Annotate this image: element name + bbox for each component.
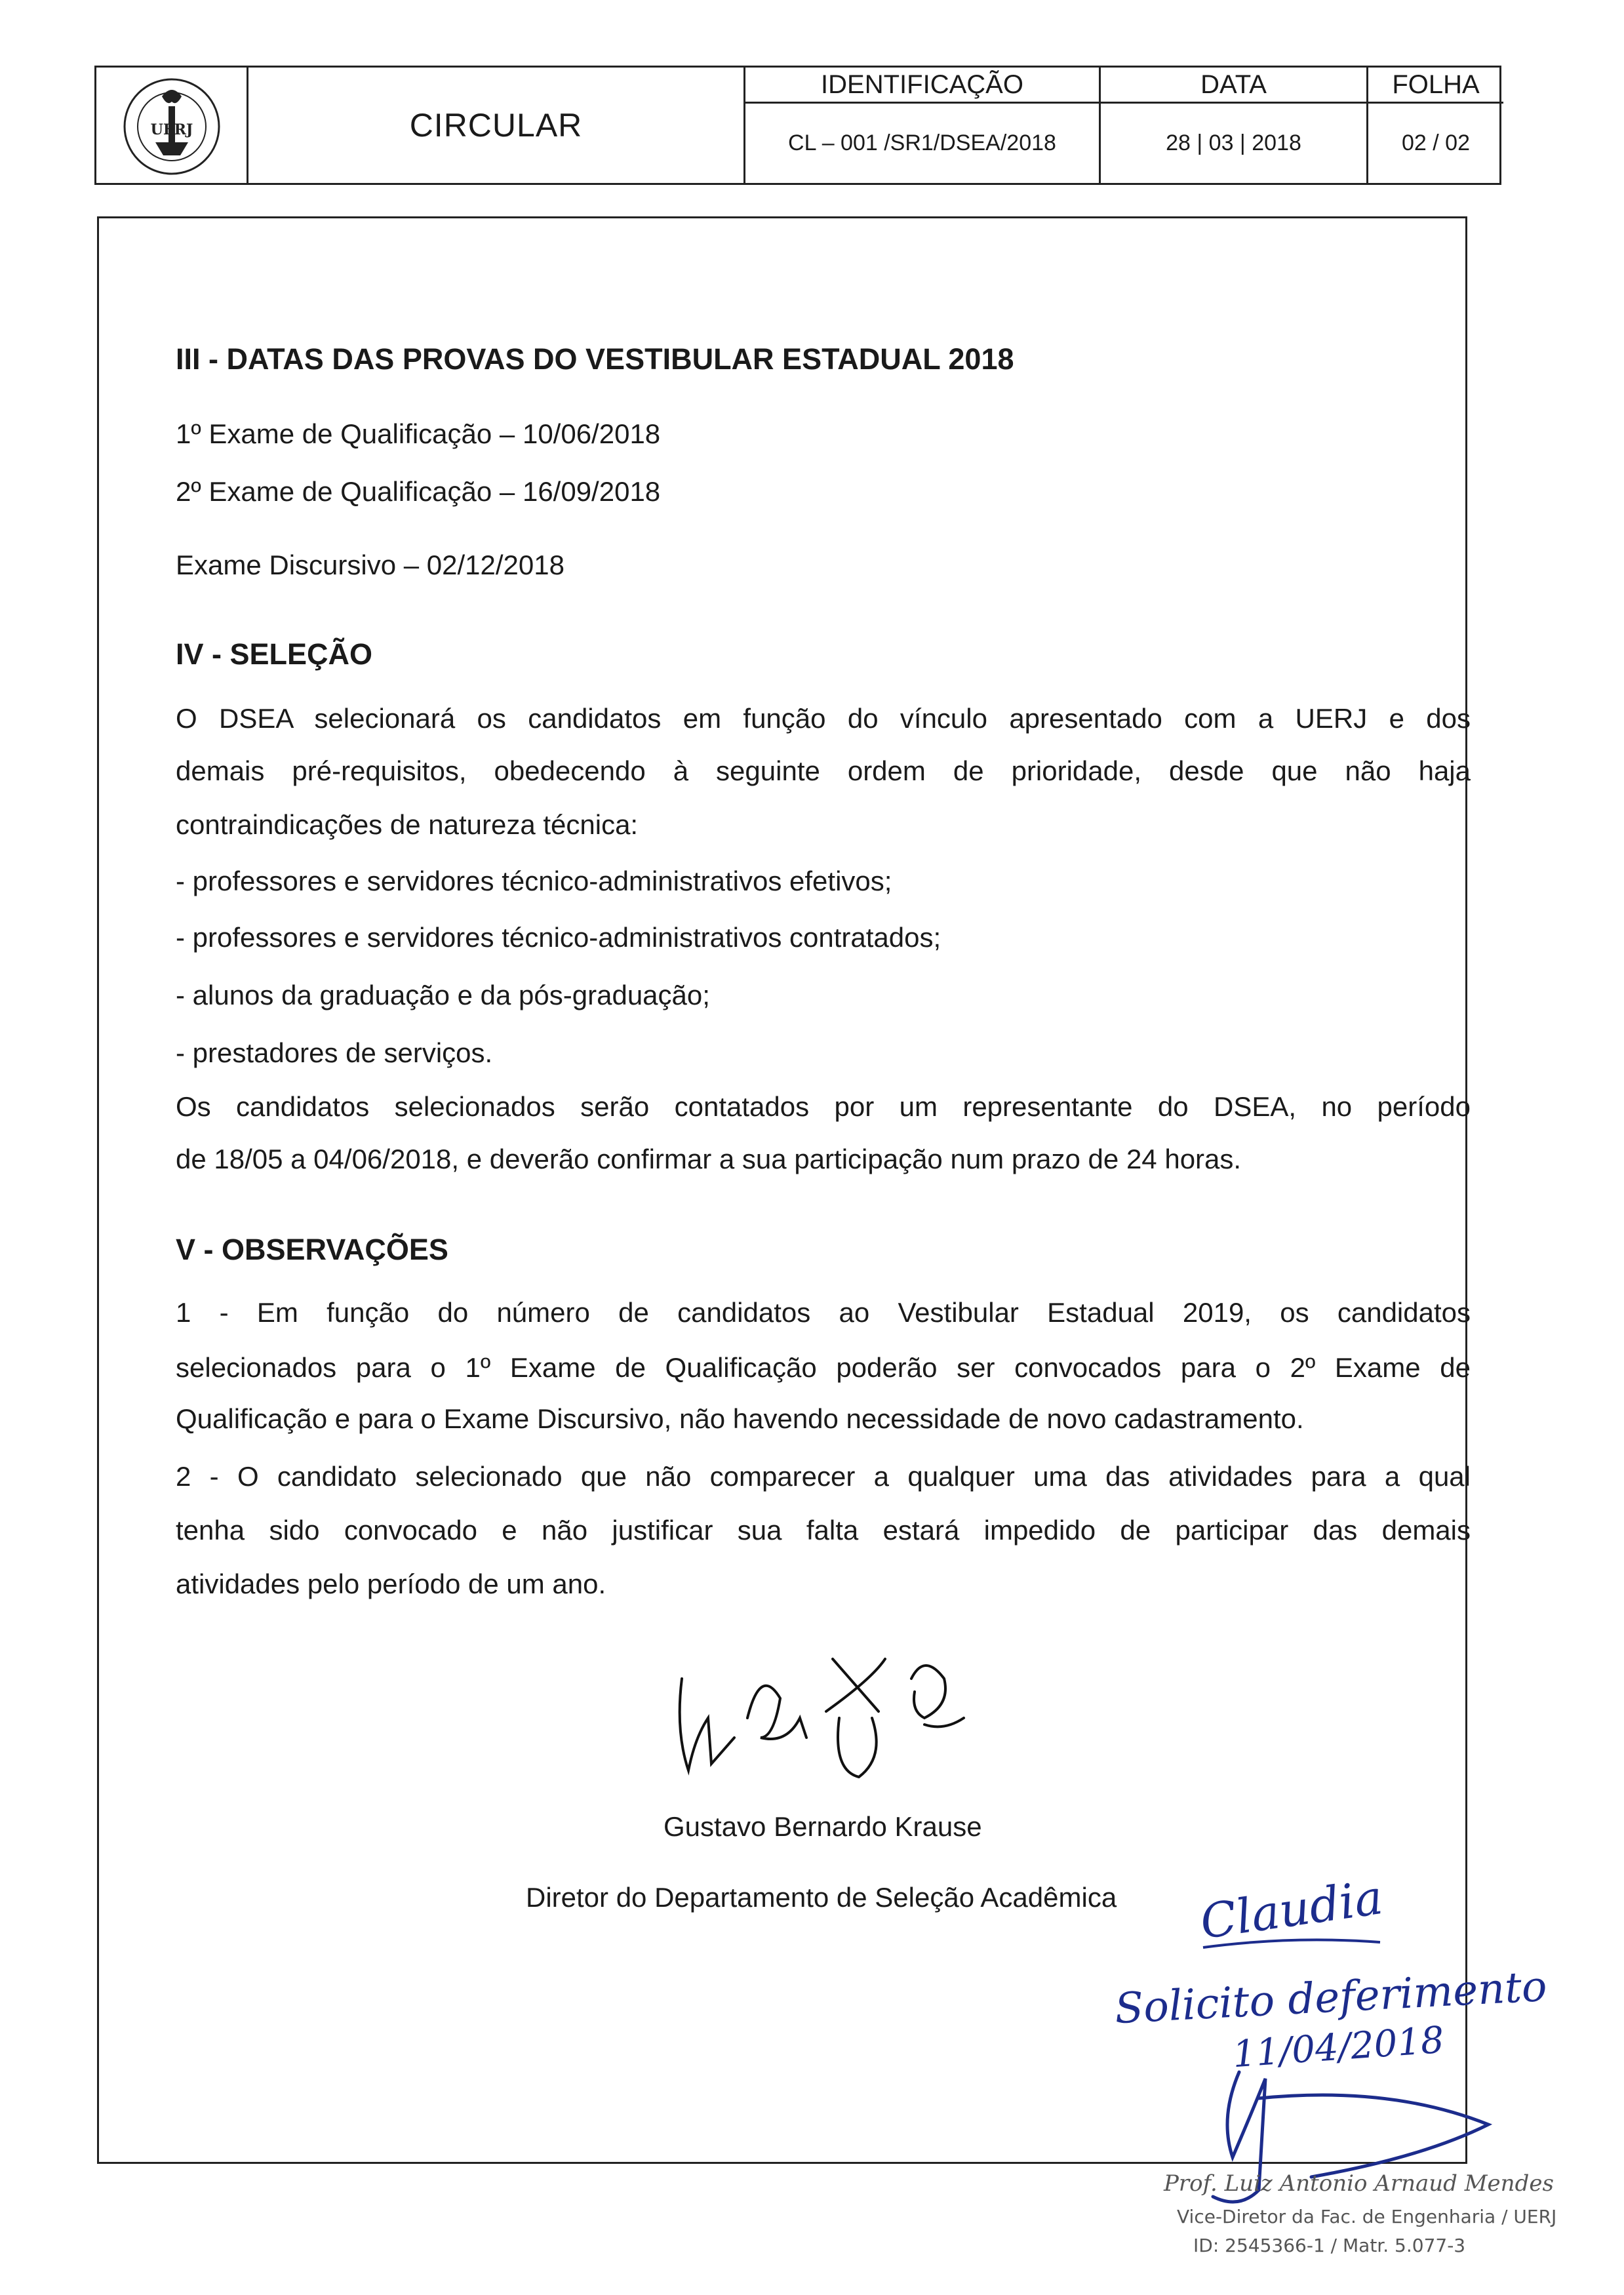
identification-cell [745,68,1101,183]
stamp-title: Vice-Diretor da Fac. de Engenharia / UERJ [1177,2206,1557,2227]
priority-item-2: - professores e servidores técnico-administrativos contratados; [176,922,941,953]
document-body-frame [97,216,1467,2164]
observation-2-line-1: 2 - O candidato selecionado que não comparecer a qualquer uma das atividades para a qual [176,1461,1471,1492]
observation-1-line-2: selecionados para o 1º Exame de Qualificação poderão ser convocados para o 2º Exame de [176,1352,1471,1383]
section3-heading: III - DATAS DAS PROVAS DO VESTIBULAR ESTADUAL 2018 [176,342,1014,376]
document-header [94,66,1501,185]
handwritten-underline [1200,1934,1383,1954]
svg-text:UERJ: UERJ [150,121,193,138]
priority-item-3: - alunos da graduação e da pós-graduação; [176,980,710,1010]
observation-2-line-3: atividades pelo período de um ano. [176,1568,606,1599]
logo-cell [96,68,248,183]
date-label: DATA [1101,68,1366,104]
observation-1-line-3: Qualificação e para o Exame Discursivo, não havendo necessidade de novo cadastramento. [176,1403,1304,1434]
doc-type-cell [248,68,745,183]
exam-date-3: Exame Discursivo – 02/12/2018 [176,549,564,580]
observation-2-line-2: tenha sido convocado e não justificar sua falta estará impedido de participar das demais [176,1515,1471,1546]
section5-heading: V - OBSERVAÇÕES [176,1233,448,1266]
selection-closing-line-2: de 18/05 a 04/06/2018, e deverão confirmar a sua participação num prazo de 24 horas. [176,1144,1242,1174]
director-signature [662,1639,977,1797]
identification-value: CL – 001 /SR1/DSEA/2018 [788,130,1056,155]
handwritten-name: Claudia [1197,1869,1386,1950]
identification-label: IDENTIFICAÇÃO [745,68,1099,104]
exam-date-2: 2º Exame de Qualificação – 16/09/2018 [176,476,661,507]
signatory-name: Gustavo Bernardo Krause [663,1811,982,1842]
priority-item-1: - professores e servidores técnico-administrativos efetivos; [176,866,892,896]
sheet-label: FOLHA [1368,68,1503,104]
observation-1-line-1: 1 - Em função do número de candidatos ao Vestibular Estadual 2019, os candidatos [176,1297,1471,1328]
handwritten-note: Solicito deferimento [1113,1962,1549,2034]
doc-type-title: CIRCULAR [409,107,583,144]
stamp-name: Prof. Luiz Antonio Arnaud Mendes [1164,2170,1554,2197]
selection-intro-line-2: demais pré-requisitos, obedecendo à seguinte ordem de prioridade, desde que não haja [176,755,1471,786]
handwritten-date: 11/04/2018 [1231,2018,1446,2077]
exam-date-1: 1º Exame de Qualificação – 10/06/2018 [176,418,661,449]
stamp-id: ID: 2545366-1 / Matr. 5.077-3 [1193,2235,1466,2256]
section4-heading: IV - SELEÇÃO [176,637,373,671]
priority-item-4: - prestadores de serviços. [176,1037,493,1068]
uerj-logo [103,70,241,183]
selection-closing-line-1: Os candidatos selecionados serão contatados por um representante do DSEA, no período [176,1091,1471,1122]
signatory-role: Diretor do Departamento de Seleção Acadêmica [526,1882,1117,1913]
selection-intro-line-1: O DSEA selecionará os candidatos em função do vínculo apresentado com a UERJ e dos [176,703,1471,734]
selection-intro-line-3: contraindicações de natureza técnica: [176,809,639,840]
sheet-cell [1368,68,1503,183]
date-cell [1101,68,1368,183]
date-value: 28 | 03 | 2018 [1166,130,1301,155]
sheet-value: 02 / 02 [1402,130,1470,155]
